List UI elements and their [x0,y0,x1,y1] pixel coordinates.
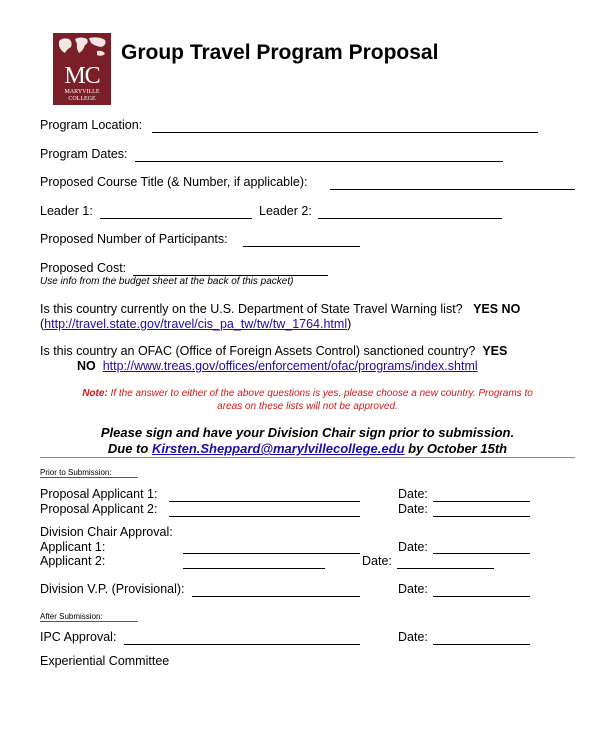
sign-due-to: Due to [107,441,149,456]
cost-note: Use info from the budget sheet at the back of this packet) [40,276,294,287]
logo-initials: MC [64,63,100,89]
chair-applicant2-label: Applicant 2: [40,554,106,568]
ipc-date-field[interactable] [433,644,530,645]
applicant2-signature[interactable] [169,516,360,517]
leader2-label: Leader 2: [259,204,312,218]
experiential-committee-label: Experiential Committee [40,654,170,668]
chair-applicant2-date-field[interactable] [397,568,494,569]
vp-label: Division V.P. (Provisional): [40,582,185,596]
applicant1-signature[interactable] [169,501,360,502]
ipc-approval-signature[interactable] [124,644,360,645]
ofac-link-row [77,359,478,373]
ipc-date-label: Date: [398,630,428,644]
travel-warning-link-row [40,317,351,331]
section-divider [40,457,575,458]
ipc-approval-label: IPC Approval: [40,630,117,644]
chair-applicant1-date-label: Date: [398,540,428,554]
leader1-field[interactable] [100,218,252,219]
leader1-label: Leader 1: [40,204,93,218]
travel-warning-open-paren: ( [40,317,45,331]
sign-instructions [40,425,575,457]
travel-warning-question [40,302,520,316]
course-title-label: Proposed Course Title (& Number, if applicable): [40,175,308,189]
applicant1-label: Proposal Applicant 1: [40,487,158,501]
world-map-icon [53,33,111,63]
chair-applicant1-signature[interactable] [183,553,360,554]
applicant2-label: Proposal Applicant 2: [40,502,158,516]
program-dates-field[interactable] [135,161,503,162]
note-label: Note: [82,388,108,399]
chair-applicant1-date-field[interactable] [433,553,530,554]
travel-warning-yes-no[interactable]: YES NO [473,302,521,316]
chair-applicant2-date-label: Date: [362,554,392,568]
ofac-yes[interactable]: YES [482,344,508,358]
prior-heading: Prior to Submission: [40,468,112,477]
logo-college-name: MARYVILLE COLLEGE [64,89,100,102]
contact-email-link[interactable]: Kirsten.Sheppard@marylvillecollege.edu [151,441,405,456]
program-location-label: Program Location: [40,118,143,132]
warning-note [40,387,575,413]
travel-warning-text: Is this country currently on the U.S. Department of State Travel Warning list? [40,302,463,316]
ofac-link[interactable]: http://www.treas.gov/offices/enforcement/ofac/programs/index.shtml [102,359,478,373]
chair-approval-label: Division Chair Approval: [40,525,173,539]
travel-warning-close-paren: ) [347,317,352,331]
prior-heading-underline [40,477,138,478]
applicant2-date-field[interactable] [433,516,530,517]
ofac-question-row [40,344,507,358]
cost-label: Proposed Cost: [40,261,127,275]
applicant2-date-label: Date: [398,502,428,516]
participants-field[interactable] [243,246,360,247]
ofac-question: Is this country an OFAC (Office of Foreign Assets Control) sanctioned country? [40,344,476,358]
sign-line1: Please sign and have your Division Chair sign prior to submission. [100,425,515,440]
after-heading-underline [40,621,138,622]
leader2-field[interactable] [318,218,502,219]
vp-date-field[interactable] [433,596,530,597]
vp-signature[interactable] [192,596,360,597]
chair-applicant2-signature[interactable] [183,568,325,569]
after-heading: After Submission: [40,612,103,621]
sign-deadline: by October 15th [408,441,508,456]
college-logo [53,33,111,105]
applicant1-date-field[interactable] [433,501,530,502]
program-dates-label: Program Dates: [40,147,128,161]
page-title: Group Travel Program Proposal [121,41,439,64]
note-text-line2: areas on these lists will not be approved. [217,401,398,412]
vp-date-label: Date: [398,582,428,596]
chair-applicant1-label: Applicant 1: [40,540,106,554]
travel-warning-link[interactable]: http://travel.state.gov/travel/cis_pa_tw/tw/tw_1764.html [44,317,348,331]
course-title-field[interactable] [330,189,575,190]
ofac-no[interactable]: NO [77,359,96,373]
program-location-field[interactable] [152,132,538,133]
participants-label: Proposed Number of Participants: [40,232,228,246]
note-text-line1: If the answer to either of the above questions is yes, please choose a new country. Programs to [110,388,533,399]
applicant1-date-label: Date: [398,487,428,501]
